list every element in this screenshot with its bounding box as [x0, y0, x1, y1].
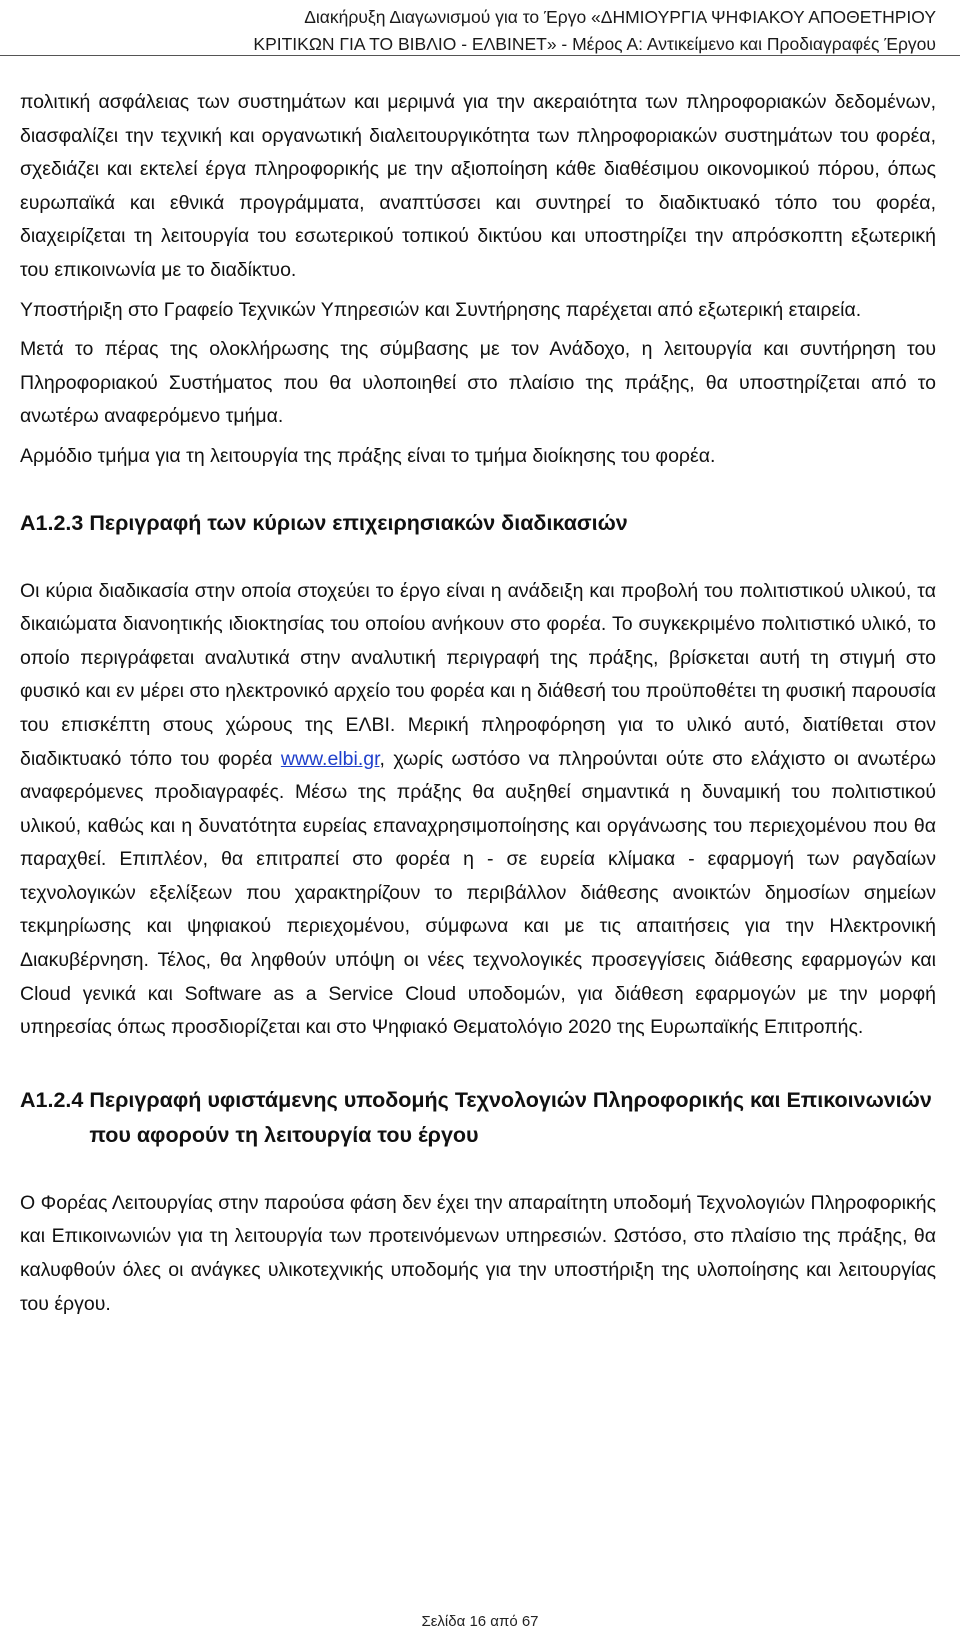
- paragraph-text-before-link: Οι κύρια διαδικασία στην οποία στοχεύει το έργο είναι η ανάδειξη και προβολή του πολιτιστικού υλικού, τα δικαιώματα διανοητικής ιδιοκτησίας του οποίου ανήκουν στο φορέα. Το συγκεκριμένο πολιτιστικό υλικό, το οποίο περιγράφεται αναλυτικά στην αναλυτική περιγραφή της πράξης, βρίσκεται αυτή τη στιγμή στο φυσικό και εν μέρει στο ηλεκτρονικό αρχείο του φορέα και η διάθεσή του προϋποθέτει τη φυσική παρουσία του επισκέπτη στους χώρους της ΕΛΒΙ. Μερική πληροφόρηση για το υλικό αυτό, διατίθεται στον διαδικτυακό τόπο του φορέα: [20, 579, 936, 770]
- paragraph-business-processes: [20, 575, 936, 1045]
- header-line-1: Διακήρυξη Διαγωνισμού για το Έργο «ΔΗΜΙΟΥΡΓΙΑ ΨΗΦΙΑΚΟΥ ΑΠΟΘΕΤΗΡΙΟΥ: [304, 7, 936, 27]
- section-title: Περιγραφή υφιστάμενης υποδομής Τεχνολογιών Πληροφορικής και Επικοινωνιών που αφορούν τη λειτουργία του έργου: [89, 1087, 932, 1147]
- section-heading-a124: [20, 1083, 936, 1153]
- running-header: [36, 4, 936, 58]
- paragraph-text-after-link: , χωρίς ωστόσο να πληρούνται ούτε στο ελάχιστο οι ανωτέρω αναφερόμενες προδιαγραφές. Μέσω της πράξης θα αυξηθεί σημαντικά η δυναμική του πολιτιστικού υλικού, καθώς και η δυνατότητα ευρείας επαναχρησιμοποίησης και οργάνωσης του περιεχομένου που θα παραχθεί. Επιπλέον, θα επιτραπεί στο φορέα η - σε ευρεία κλίμακα - εφαρμογή των ραγδαίων τεχνολογικών εξελίξεων που χαρακτηρίζουν το περιβάλλον διάθεσης ανοικτών δημοσίων σημείων τεκμηρίωσης και ψηφιακού περιεχομένου, σύμφωνα και με τις απαιτήσεις για την Ηλεκτρονική Διακυβέρνηση. Τέλος, θα ληφθούν υπόψη οι νέες τεχνολογικές προσεγγίσεις διάθεσης εφαρμογών και Cloud γενικά και Software as a Service Cloud υποδομών, για διάθεση εφαρμογών με την μορφή υπηρεσίας όπως προσδιορίζεται και στο Ψηφιακό Θεματολόγιο 2020 της Ευρωπαϊκής Επιτροπής.: [20, 747, 936, 1039]
- paragraph-it-department: πολιτική ασφάλειας των συστημάτων και μεριμνά για την ακεραιότητα των πληροφοριακών δεδομένων, διασφαλίζει την τεχνική και οργανωτική διαλειτουργικότητα των πληροφοριακών συστημάτων του φορέα, σχεδιάζει και εκτελεί έργα πληροφορικής με την αξιοποίηση κάθε διαθέσιμου οικονομικού πόρου, όπως ευρωπαϊκά και εθνικά προγράμματα, αναπτύσσει και συντηρεί το διαδικτυακό τόπο του φορέα, διαχειρίζεται τη λειτουργία του εσωτερικού τοπικού δικτύου και υποστηρίζει την απρόσκοπτη εξωτερική του επικοινωνία με το διαδίκτυο.: [20, 91, 936, 281]
- header-line-2: ΚΡΙΤΙΚΩΝ ΓΙΑ ΤΟ ΒΙΒΛΙΟ - ΕΛΒΙΝΕΤ» - Μέρος Α: Αντικείμενο και Προδιαγραφές Έργου: [253, 34, 936, 54]
- header-divider: [0, 55, 960, 56]
- section-number: A1.2.4: [20, 1087, 84, 1112]
- section-heading-a123: [20, 506, 936, 541]
- section-title: Περιγραφή των κύριων επιχειρησιακών διαδικασιών: [89, 510, 628, 535]
- page-number-footer: Σελίδα 16 από 67: [421, 1613, 539, 1630]
- paragraph-maintenance: Μετά το πέρας της ολοκλήρωσης της σύμβασης με τον Ανάδοχο, η λειτουργία και συντήρηση του Πληροφοριακού Συστήματος που θα υλοποιηθεί στο πλαίσιο της πράξης, θα υποστηρίζεται από το ανωτέρω αναφερόμενο τμήμα.: [20, 338, 936, 428]
- section-number: A1.2.3: [20, 510, 84, 535]
- paragraph-support: Υποστήριξη στο Γραφείο Τεχνικών Υπηρεσιών και Συντήρησης παρέχεται από εξωτερική εταιρεία.: [20, 298, 862, 321]
- paragraph-infrastructure: Ο Φορέας Λειτουργίας στην παρούσα φάση δεν έχει την απαραίτητη υποδομή Τεχνολογιών Πληροφορικής και Επικοινωνιών για τη λειτουργία των προτεινόμενων υπηρεσιών. Ωστόσο, στο πλαίσιο της πράξης, θα καλυφθούν όλες οι ανάγκες υλικοτεχνικής υποδομής για την υποστήριξη της υλοποίησης και λειτουργίας του έργου.: [20, 1191, 936, 1315]
- paragraph-responsible-unit: Αρμόδιο τμήμα για τη λειτουργία της πράξης είναι το τμήμα διοίκησης του φορέα.: [20, 444, 716, 467]
- elbi-website-link[interactable]: www.elbi.gr: [280, 747, 380, 770]
- page-body: [20, 86, 936, 1327]
